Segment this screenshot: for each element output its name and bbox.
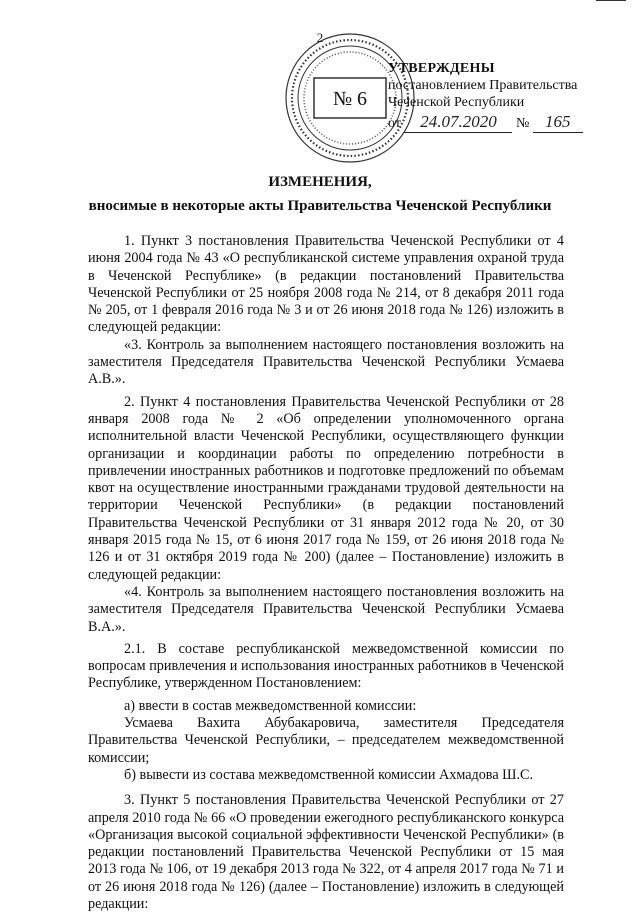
stamp-number: № 6 xyxy=(332,88,368,110)
approval-block xyxy=(388,60,583,133)
paragraph: 3. Пункт 5 постановления Правительства Чеченской Республики от 27 апреля 2010 года № 66 «О проведении ежегодного республиканского конкурса «Организация высокой социальной эффективности Чеченской Республики» (в редакции постановлений Правительства Чеченской Республики от 15 мая 2013 года № 106, от 19 декабря 2013 года № 322, от 4 апреля 2017 года № 71 и от 26 июня 2018 года № 126) (далее – Постановление) изложить в следующей редакции: xyxy=(88,792,564,912)
document-subtitle: вносимые в некоторые акты Правительства Чеченской Республики xyxy=(88,198,552,214)
paragraph: Усмаева Вахита Абубакаровича, заместителя Председателя Правительства Чеченской Республики, – председателем межведомственной комиссии; xyxy=(88,715,564,766)
paragraph: «4. Контроль за выполнением настоящего постановления возложить на заместителя Председателя Правительства Чеченской Республики Усмаева В.А.». xyxy=(88,583,564,635)
approved-title: УТВЕРЖДЕНЫ xyxy=(388,61,495,76)
page-number: 2 xyxy=(316,30,324,45)
paragraph: «3. Контроль за выполнением настоящего постановления возложить на заместителя Председателя Правительства Чеченской Республики Усмаева А.В.». xyxy=(88,336,564,388)
approval-date-line xyxy=(388,113,583,133)
date-prefix: от xyxy=(388,116,401,131)
document-title: ИЗМЕНЕНИЯ, xyxy=(268,174,372,190)
paragraph: б) вывести из состава межведомственной комиссии Ахмадова Ш.С. xyxy=(124,766,534,783)
paragraph: 2. Пункт 4 постановления Правительства Чеченской Республики от 28 января 2008 года № 2 «Об определении уполномоченного органа исполнительной власти Чеченской Республики, осуществляющего функции организации и координации работы по определению потребности в привлечении иностранных работников и подготовке предложений по объемам квот на осуществление иностранными гражданами трудовой деятельности на территории Чеченской Республики» (в редакции постановлений Правительства Чеченской Республики от 31 января 2012 года № 20, от 30 января 2015 года № 15, от 6 июня 2017 года № 159, от 26 июня 2018 года № 126 и от 31 октября 2019 года № 200) (далее – Постановление) изложить в следующей редакции: xyxy=(88,393,564,583)
number-prefix: № xyxy=(515,116,530,131)
number-field xyxy=(533,113,583,133)
handwritten-number: 165 xyxy=(545,112,571,131)
date-field xyxy=(404,113,512,133)
paragraph: а) ввести в состав межведомственной комиссии: xyxy=(124,697,417,714)
approved-line-1: постановлением Правительства xyxy=(388,78,578,93)
approved-line-2: Чеченской Республики xyxy=(388,95,525,110)
document-body xyxy=(88,233,564,913)
handwritten-date: 24.07.2020 xyxy=(420,112,497,131)
paragraph: 2.1. В составе республиканской межведомственной комиссии по вопросам привлечения и использования иностранных работников в Чеченской Республике, утвержденном Постановлением: xyxy=(88,640,564,692)
scan-edge-mark xyxy=(596,0,626,1)
paragraph: 1. Пункт 3 постановления Правительства Чеченской Республики от 4 июня 2004 года № 43 «О республиканской системе управления охраной труда в Чеченской Республике» (в редакции постановлений Правительства Чеченской Республики от 25 ноября 2008 года № 214, от 8 декабря 2011 года № 205, от 1 февраля 2016 года № 3 и от 26 июня 2018 года № 126) изложить в следующей редакции: xyxy=(88,233,564,336)
